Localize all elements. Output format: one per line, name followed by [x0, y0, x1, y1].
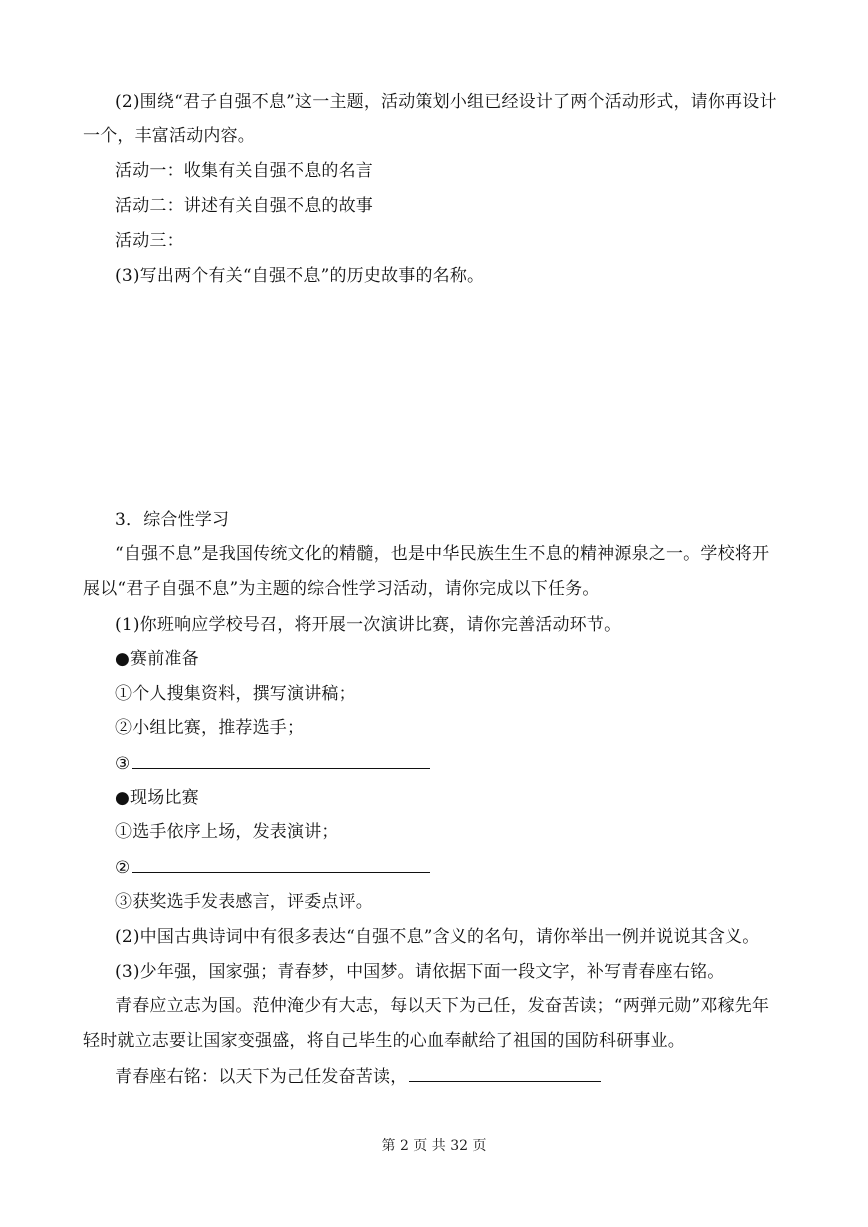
prep-step-2: ②小组比赛，推荐选手；	[115, 718, 305, 738]
activity-one: 活动一：收集有关自强不息的名言	[115, 161, 373, 181]
motto-line	[115, 1065, 601, 1088]
section-3-intro-line-2: 展以“君子自强不息”为主题的综合性学习活动，请你完成以下任务。	[83, 579, 600, 599]
prep-heading: ●赛前准备	[115, 649, 199, 669]
prep-step-3-answer-blank[interactable]	[132, 752, 430, 769]
live-step-2	[115, 856, 430, 879]
question-2-continuation: 一个，丰富活动内容。	[83, 126, 255, 146]
motto-prefix: 青春座右铭：以天下为己任发奋苦读，	[115, 1067, 408, 1087]
question-2-text: (2)围绕“君子自强不息”这一主题，活动策划小组已经设计了两个活动形式，请你再设计	[115, 92, 777, 112]
passage-line-2: 轻时就立志要让国家变强盛，将自己毕生的心血奉献给了祖国的国防科研事业。	[83, 1031, 685, 1051]
motto-answer-blank[interactable]	[409, 1065, 601, 1082]
activity-three: 活动三：	[115, 231, 184, 251]
prep-step-1: ①个人搜集资料，撰写演讲稿；	[115, 684, 356, 704]
section-3-question-1: (1)你班响应学校号召，将开展一次演讲比赛，请你完善活动环节。	[115, 615, 622, 635]
page-footer: 第 2 页 共 32 页	[381, 1138, 487, 1154]
live-heading: ●现场比赛	[115, 788, 199, 808]
prep-step-3	[115, 752, 430, 775]
live-step-2-answer-blank[interactable]	[132, 856, 430, 873]
section-3-question-3: (3)少年强，国家强；青春梦，中国梦。请依据下面一段文字，补写青春座右铭。	[115, 962, 725, 982]
activity-two: 活动二：讲述有关自强不息的故事	[115, 196, 373, 216]
prep-step-3-marker: ③	[115, 754, 131, 774]
live-step-3: ③获奖选手发表感言，评委点评。	[115, 892, 373, 912]
question-3-text: (3)写出两个有关“自强不息”的历史故事的名称。	[115, 266, 485, 286]
live-step-1: ①选手依序上场，发表演讲；	[115, 822, 339, 842]
section-3-heading: 3．综合性学习	[115, 510, 230, 530]
passage-line-1: 青春应立志为国。范仲淹少有大志，每以天下为己任，发奋苦读；“两弹元勋”邓稼先年	[115, 996, 770, 1016]
section-3-intro-line-1: “自强不息”是我国传统文化的精髓，也是中华民族生生不息的精神源泉之一。学校将开	[115, 544, 770, 564]
section-3-question-2: (2)中国古典诗词中有很多表达“自强不息”含义的名句，请你举出一例并说说其含义。	[115, 927, 760, 947]
live-step-2-marker: ②	[115, 858, 131, 878]
